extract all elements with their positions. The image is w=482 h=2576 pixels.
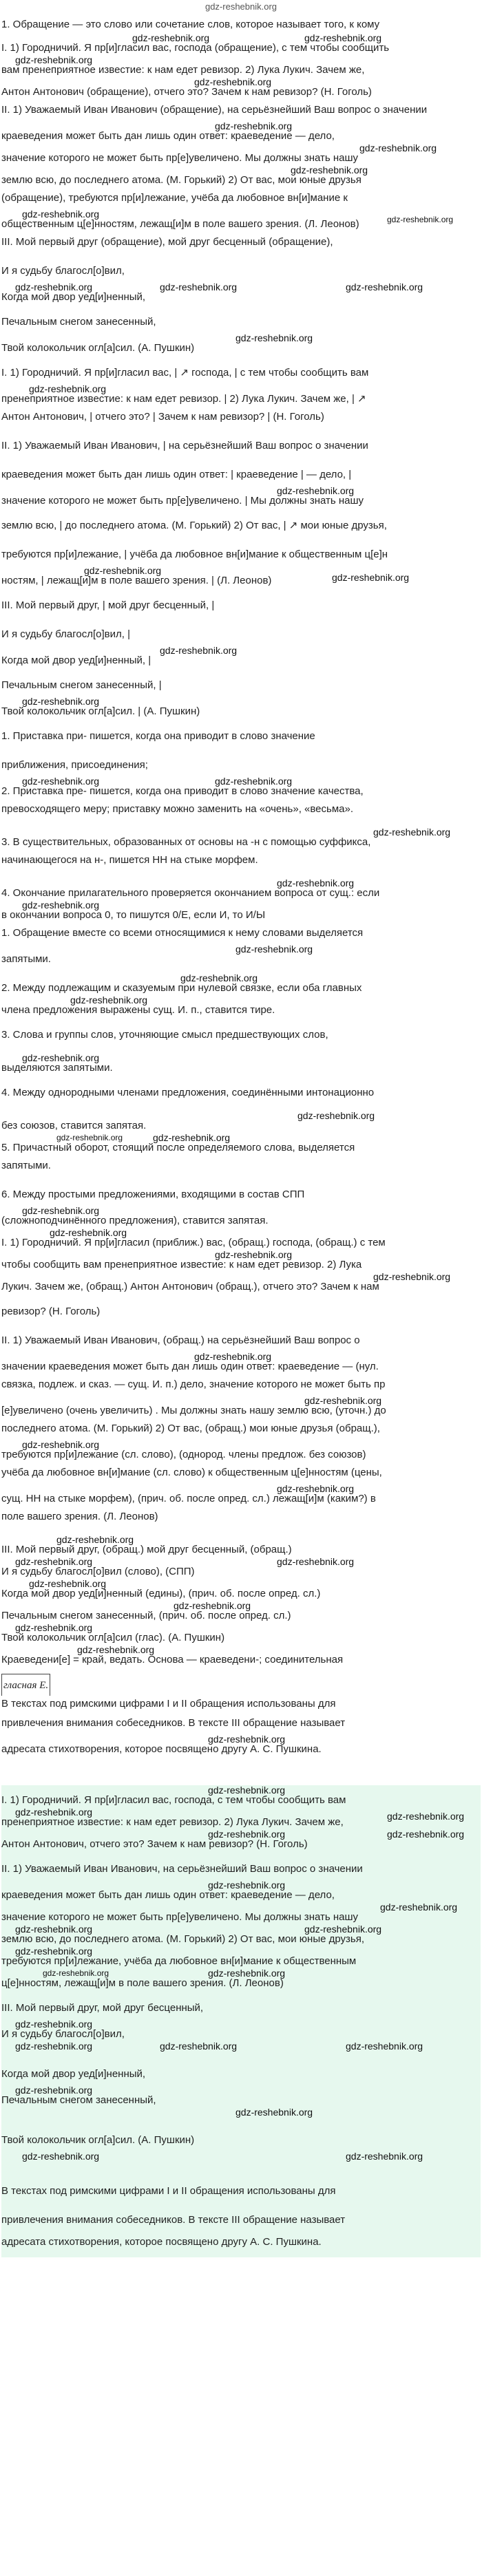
rule-line: gdz-reshebnik.org (сложноподчинённого предложения), ставится запятая. [1,1206,269,1226]
analysis-line: gdz-reshebnik.org gdz-reshebnik.org И я судьбу благосл[о]вил (слово), (СПП) [1,1557,355,1577]
text-line: gdz-reshebnik.org gdz-reshebnik.org I. 1) Городничий. Я пр[и]гласил вас, господа (обращение), с тем чтобы сообщить [1,33,390,54]
watermark: gdz-reshebnik.org [215,776,293,787]
watermark: gdz-reshebnik.org [304,1924,382,1935]
watermark: gdz-reshebnik.org [215,121,293,131]
answer-line: gdz-reshebnik.org gdz-reshebnik.org пренеприятное известие: к нам едет ревизор. 2) Лука Лукич. Зачем же, [1,1807,465,1828]
watermark: gdz-reshebnik.org [291,165,368,175]
morphemic-analysis-tail: В текстах под римскими цифрами I и II обращения использованы для [1,1698,336,1710]
rule-line: gdz-reshebnik.org 3. В существительных, образованных от основы на -н с помощью суффикса, [1,827,451,848]
analysis-line: последнего атома. (М. Горький) 2) От вас, (обращ.) мои юные друзья (обращ.), [1,1423,380,1434]
answer-line: В текстах под римскими цифрами I и II обращения использованы для [1,2185,336,2197]
watermark: gdz-reshebnik.org [277,878,355,888]
site-header [0,0,482,17]
watermark: gdz-reshebnik.org [70,995,148,1005]
rule-line: начинающегося на н-, пишется НН на стыке морфем. [1,854,258,866]
rule-line: gdz-reshebnik.org 2. Между подлежащим и сказуемым при нулевой связке, если оба главных [1,973,362,994]
watermark: gdz-reshebnik.org [277,1557,355,1567]
watermark: gdz-reshebnik.org [194,77,272,87]
poem-line: gdz-reshebnik.org Твой колокольчик огл[а]сил. | (А. Пушкин) [1,696,200,717]
text-line: (обращение), требуются пр[и]лежание, учёба да любовное вн[и]мание к [1,192,348,204]
text-line: gdz-reshebnik.org землю всю, до последнего атома. (М. Горький) 2) От вас, мои юные друзья [1,165,368,186]
analysis-line: поле вашего зрения. (Л. Леонов) [1,1511,158,1522]
poem-line: И я судьбу благосл[о]вил, [1,265,125,277]
text-line: gdz-reshebnik.org значение которого не может быть пр[е]увеличено. Мы должны знать нашу [1,143,437,164]
watermark: gdz-reshebnik.org [174,1601,251,1611]
watermark: gdz-reshebnik.org [84,566,162,576]
watermark: gdz-reshebnik.org [15,55,93,65]
watermark: gdz-reshebnik.org [77,1645,155,1655]
rule-line: 1. Обращение вместе со всеми относящимися к нему словами выделяется [1,927,364,939]
watermark: gdz-reshebnik.org [277,486,355,496]
rule-line: 6. Между простыми предложениями, входящими в состав СПП [1,1189,305,1200]
analysis-line: gdz-reshebnik.org сущ. НН на стыке морфем), (прич. об. после опред. сл.) лежащ[и]м (каким?) в [1,1484,376,1504]
text-line: gdz-reshebnik.org Антон Антонович (обращение), отчего это? Зачем к нам ревизор? (Н. Гоголь) [1,77,372,98]
watermark: gdz-reshebnik.org [160,282,238,292]
analysis-line: gdz-reshebnik.org Краеведени[е] = край, ведать. Основа — краеведени-; соединительная [1,1645,344,1665]
answer-line: Твой колокольчик огл[а]сил. (А. Пушкин) [1,2134,195,2146]
answer-line: привлечения внимания собеседников. В тексте III обращение называет [1,2214,346,2226]
analysis-line: gdz-reshebnik.org III. Мой первый друг, (обращ.) мой друг бесценный, (обращ.) [1,1535,292,1555]
text-line: gdz-reshebnik.org вам пренеприятное известие: к нам едет ревизор. 2) Лука Лукич. Зачем же, [1,55,365,76]
watermark: gdz-reshebnik.org [15,2019,93,2030]
watermark: gdz-reshebnik.org [297,1111,375,1121]
text-line: III. Мой первый друг (обращение), мой друг бесценный (обращение), [1,236,333,248]
conclusion-line: gdz-reshebnik.org адресата стихотворения, которое посвящено другу А. С. Пушкина. [1,1734,322,1755]
rule-line: 3. Слова и группы слов, уточняющие смысл предшествующих слов, [1,1029,328,1041]
watermark: gdz-reshebnik.org [208,1785,286,1796]
watermark: gdz-reshebnik.org [235,2107,313,2118]
answer-line: gdz-reshebnik.org gdz-reshebnik.org землю всю, до последнего атома. (М. Горький) 2) От вас, мои юные друзья, [1,1924,382,1945]
text-line: gdz-reshebnik.org значение которого не может быть пр[е]увеличено. | Мы должны знать нашу [1,486,364,507]
text-line: II. 1) Уважаемый Иван Иванович, | на серьёзнейший Ваш вопрос о значении [1,440,368,451]
watermark: gdz-reshebnik.org [22,1053,100,1063]
analysis-line: gdz-reshebnik.org [е]увеличено (очень увеличить) . Мы должны знать нашу землю всю, (уточн.) до [1,1396,386,1416]
rule-line: gdz-reshebnik.org gdz-reshebnik.org 5. Причастный оборот, стоящий после определяемого слова, выделяется [1,1133,355,1153]
watermark: gdz-reshebnik.org [208,1829,286,1840]
rule-line: 4. Между однородными членами предложения, соединёнными интонационно [1,1087,375,1098]
watermark: gdz-reshebnik.org [15,2041,93,2052]
answer-line [1,2107,481,2129]
analysis-line: gdz-reshebnik.org значении краеведения может быть дан лишь один ответ: краеведение — (нул. [1,1352,379,1372]
watermark: gdz-reshebnik.org [346,2041,423,2052]
rule-line: gdz-reshebnik.org 4. Окончание прилагательного проверяется окончанием вопроса от сущ.: если [1,878,380,899]
text-line: gdz-reshebnik.org gdz-reshebnik.org общественным ц[е]нностям, лежащ[и]м в поле вашего зрения. (Л. Леонов) [1,209,454,230]
watermark: gdz-reshebnik.org [15,282,93,292]
answer-line [1,2151,481,2173]
watermark: gdz-reshebnik.org [235,944,313,955]
watermark: gdz-reshebnik.org [180,973,258,983]
answer-line: gdz-reshebnik.org краеведения может быть дан лишь один ответ: краеведение — дело, [1,1880,335,1901]
text-line: gdz-reshebnik.org gdz-reshebnik.org ностям, | лежащ[и]м в поле вашего зрения. | (Л. Леонов) [1,566,410,586]
poem-line: Печальным снегом занесенный, | [1,679,162,691]
watermark: gdz-reshebnik.org [208,1880,286,1891]
watermark: gdz-reshebnik.org [373,827,451,838]
watermark: gdz-reshebnik.org [380,1902,458,1913]
text-line: II. 1) Уважаемый Иван Иванович (обращение), на серьёзнейший Ваш вопрос о значении [1,104,428,116]
watermark: gdz-reshebnik.org [15,1807,93,1818]
text-line: краеведения может быть дан лишь один ответ: | краеведение | — дело, | [1,469,352,480]
analysis-line: gdz-reshebnik.org Твой колокольчик огл[а]сил (глас). (А. Пушкин) [1,1623,225,1643]
analysis-line: gdz-reshebnik.org требуются пр[и]лежание (сл. слово), (однород. члены предлож. без союзов) [1,1440,366,1460]
watermark: gdz-reshebnik.org [235,333,313,343]
answer-line: gdz-reshebnik.org gdz-reshebnik.org Антон Антонович, отчего это? Зачем к нам ревизор? (Н. Гоголь) [1,1829,465,1850]
analysis-line: связка, подлеж. и сказ. — сущ. И. п.) дело, значение которого не может быть пр [1,1379,386,1390]
morphemic-analysis [1,1674,481,1696]
analysis-line: gdz-reshebnik.org чтобы сообщить вам пренеприятное известие: к нам едет ревизор. 2) Лука [1,1250,362,1270]
watermark: gdz-reshebnik.org [387,1811,465,1822]
rule-line: превосходящего меру; приставку можно заменить на «очень», «весьма». [1,803,354,815]
watermark: gdz-reshebnik.org [208,1734,286,1745]
answer-block [1,1785,481,2257]
rule-line: gdz-reshebnik.org в окончании вопроса 0, то пишутся 0/Е, если И, то И/Ы [1,900,266,921]
watermark: gdz-reshebnik.org [304,33,382,43]
watermark: gdz-reshebnik.org [22,209,100,220]
watermark: gdz-reshebnik.org [50,1228,127,1238]
analysis-line: ревизор? (Н. Гоголь) [1,1306,101,1317]
conclusion-line: привлечения внимания собеседников. В тексте III обращение называет [1,1717,346,1729]
answer-line: Когда мой двор уед[и]ненный, [1,2068,146,2080]
poem-line: gdz-reshebnik.org Твой колокольчик огл[а]сил. (А. Пушкин) [1,333,313,354]
analysis-line: gdz-reshebnik.org Печальным снегом занесенный, (прич. об. после опред. сл.) [1,1601,291,1621]
analysis-line: gdz-reshebnik.org Когда мой двор уед[и]ненный (едины), (прич. об. после опред. сл.) [1,1579,321,1599]
watermark: gdz-reshebnik.org [304,1396,382,1406]
answer-line [1,2041,481,2063]
watermark: gdz-reshebnik.org [22,2151,100,2162]
watermark: gdz-reshebnik.org [277,1484,355,1494]
rule-line: gdz-reshebnik.org выделяются запятыми. [1,1053,113,1074]
rule-line: запятыми. [1,1160,51,1171]
watermark: gdz-reshebnik.org [22,1206,100,1216]
answer-line: gdz-reshebnik.org Печальным снегом занесенный, [1,2085,156,2106]
analysis-line: учёба да любовное вн[и]мание (сл. слово) к общественным ц[е]нностям (цены, [1,1467,382,1478]
watermark: gdz-reshebnik.org [132,33,210,43]
watermark: gdz-reshebnik.org [22,776,100,787]
rule-line: gdz-reshebnik.org gdz-reshebnik.org 2. Приставка пре- пишется, когда она приводит в слово значение качества, [1,776,364,797]
watermark: gdz-reshebnik.org [22,900,100,911]
watermark: gdz-reshebnik.org [15,1557,93,1567]
watermark: gdz-reshebnik.org [387,1829,465,1840]
answer-line: III. Мой первый друг, мой друг бесценный, [1,2002,204,2014]
watermark: gdz-reshebnik.org [29,1579,107,1589]
morpheme-diagram: гласная Е. [1,1674,50,1696]
answer-line: gdz-reshebnik.org значение которого не может быть пр[е]увеличено. Мы должны знать нашу [1,1902,458,1923]
watermark: gdz-reshebnik.org [15,1946,93,1957]
watermark: gdz-reshebnik.org [15,1623,93,1633]
definition-line: 1. Обращение — это слово или сочетание слов, которое называет того, к кому [1,19,380,30]
watermark: gdz-reshebnik.org [332,572,410,583]
answer-line: gdz-reshebnik.org И я судьбу благосл[о]вил, [1,2019,125,2040]
watermark: gdz-reshebnik.org [346,2151,423,2162]
watermark: gdz-reshebnik.org [22,1440,100,1450]
rule-line: gdz-reshebnik.org запятыми. [1,944,313,965]
rule-line: 1. Приставка при- пишется, когда она приводит в слово значение [1,730,315,742]
answer-line: адресата стихотворения, которое посвящено другу А. С. Пушкина. [1,2236,322,2248]
watermark: gdz-reshebnik.org [373,1272,451,1282]
answer-line: gdz-reshebnik.org gdz-reshebnik.org ц[е]нностям, лежащ[и]м в поле вашего зрения. (Л. Леонов) [1,1968,286,1989]
rule-line: gdz-reshebnik.org без союзов, ставится запятая. [1,1111,375,1131]
watermark: gdz-reshebnik.org [15,2085,93,2096]
watermark: gdz-reshebnik.org [387,215,454,224]
poem-line: gdz-reshebnik.org gdz-reshebnik.org gdz-reshebnik.org Когда мой двор уед[и]ненный, [1,282,423,303]
rule-line: приближения, присоединения; [1,759,148,771]
answer-line: gdz-reshebnik.org I. 1) Городничий. Я пр[и]гласил вас, господа, с тем чтобы сообщить вам [1,1785,346,1806]
watermark: gdz-reshebnik.org [43,1968,109,1978]
text-line: Антон Антонович, | отчего это? | Зачем к нам ревизор? | (Н. Гоголь) [1,411,324,423]
poem-line: gdz-reshebnik.org Когда мой двор уед[и]ненный, | [1,646,238,666]
watermark: gdz-reshebnik.org [56,1133,123,1142]
solution-content [0,17,482,2257]
poem-line: Печальным снегом занесенный, [1,316,156,328]
text-line: gdz-reshebnik.org краеведения может быть дан лишь один ответ: краеведение — дело, [1,121,335,142]
site-title[interactable]: gdz-reshebnik.org [205,1,277,12]
watermark: gdz-reshebnik.org [215,1250,293,1260]
watermark: gdz-reshebnik.org [346,282,423,292]
text-line: I. 1) Городничий. Я пр[и]гласил вас, | ↗ господа, | с тем чтобы сообщить вам [1,367,369,379]
text-line: gdz-reshebnik.org пренеприятное известие: к нам едет ревизор. | 2) Лука Лукич. Зачем же, | ↗ [1,384,366,405]
watermark: gdz-reshebnik.org [160,646,238,656]
answer-line: II. 1) Уважаемый Иван Иванович, на серьёзнейший Ваш вопрос о значении [1,1863,363,1875]
analysis-line: gdz-reshebnik.org I. 1) Городничий. Я пр[и]гласил (приближ.) вас, (обращ.) господа, (обращ.) с тем [1,1228,386,1248]
rule-line: gdz-reshebnik.org члена предложения выражены сущ. И. п., ставится тире. [1,995,275,1016]
watermark: gdz-reshebnik.org [153,1133,231,1143]
watermark: gdz-reshebnik.org [160,2041,238,2052]
analysis-line: II. 1) Уважаемый Иван Иванович, (обращ.) на серьёзнейший Ваш вопрос о [1,1334,360,1346]
watermark: gdz-reshebnik.org [208,1968,286,1979]
text-line: III. Мой первый друг, | мой друг бесценный, | [1,599,215,611]
text-line: требуются пр[и]лежание, | учёба да любовное вн[и]мание к общественным ц[е]н [1,549,388,560]
analysis-line: gdz-reshebnik.org Лукич. Зачем же, (обращ.) Антон Антонович (обращ.), отчего это? Зачем к нам [1,1272,451,1292]
watermark: gdz-reshebnik.org [194,1352,272,1362]
watermark: gdz-reshebnik.org [15,1924,93,1935]
watermark: gdz-reshebnik.org [359,143,437,153]
watermark: gdz-reshebnik.org [29,384,107,394]
watermark: gdz-reshebnik.org [22,696,100,707]
poem-line: И я судьбу благосл[о]вил, | [1,628,130,640]
answer-line: gdz-reshebnik.org требуются пр[и]лежание, учёба да любовное вн[и]мание к общественным [1,1946,357,1967]
watermark: gdz-reshebnik.org [56,1535,134,1545]
conclusion-line [1,1756,481,1778]
text-line: землю всю, | до последнего атома. (М. Горький) 2) От вас, | ↗ мои юные друзья, [1,520,387,531]
